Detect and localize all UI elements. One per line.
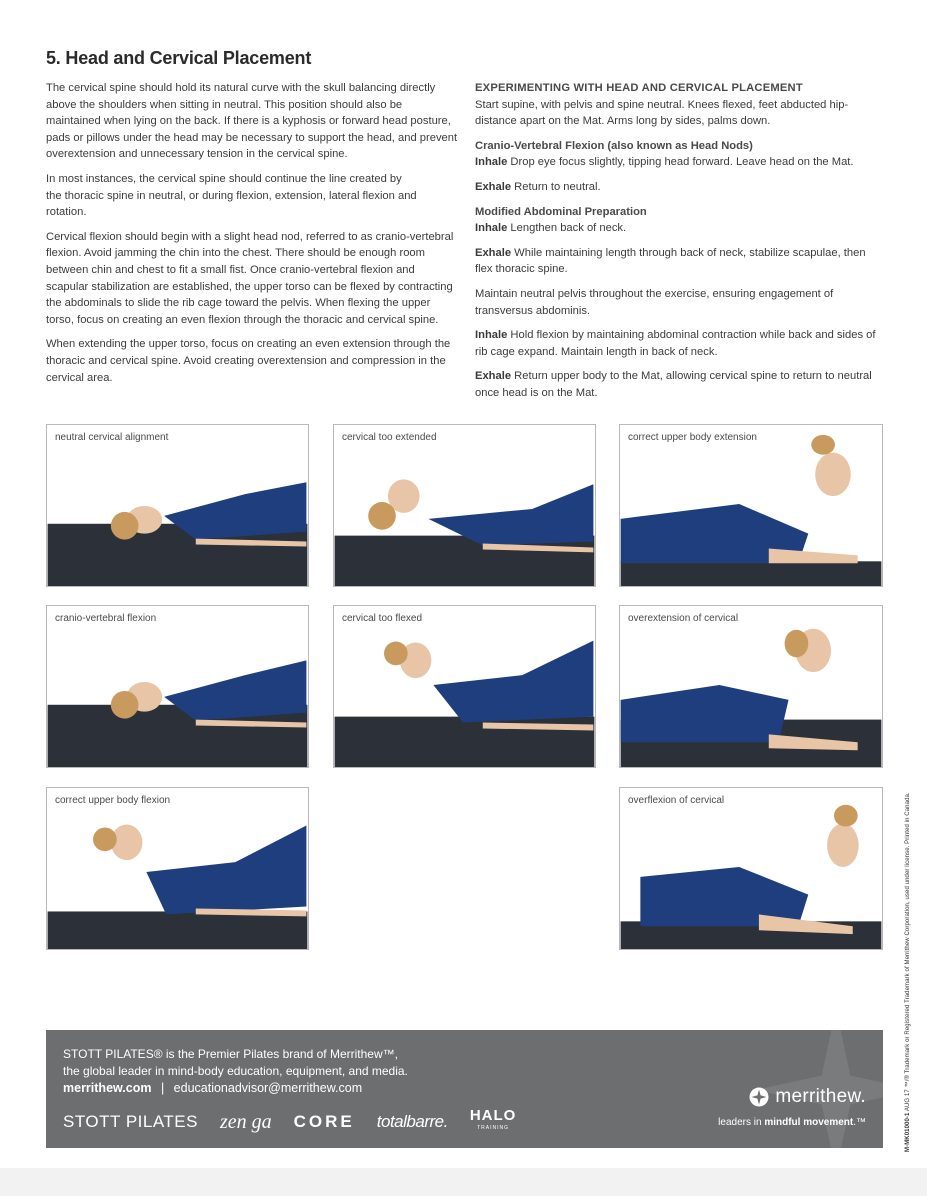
instruction [475,154,885,171]
brand-line: STOTT PILATES® is the Premier Pilates brand of Merrithew™, [63,1047,398,1061]
intro-text: Start supine, with pelvis and spine neutral. Knees flexed, feet abducted hip-distance apart on the Mat. Arms long by sides, palms down. [475,98,849,128]
stott-pilates-logo: STOTT PILATES [63,1112,198,1131]
page-title: 5. Head and Cervical Placement [46,48,312,68]
pose-illustration-prone-extension [620,425,882,586]
instruction-text: Return to neutral. [511,180,601,193]
instruction [475,179,885,196]
tagline-text: leaders in [718,1117,765,1128]
instruction [475,220,885,237]
section-title: Cranio-Vertebral Flexion (also known as Head Nods) [475,139,753,152]
email-link[interactable]: educationadvisor@merrithew.com [173,1081,363,1095]
section-title: Modified Abdominal Preparation [475,205,647,218]
instruction [475,368,885,401]
halo-training-logo [469,1107,517,1134]
pose-illustration-supine-extended [334,425,595,586]
photo-cranio-vertebral-flexion [46,605,309,768]
photo-correct-upper-body-extension [619,424,883,587]
website-link[interactable]: merrithew.com [63,1081,152,1095]
pose-illustration-head-nod [47,606,308,767]
breath-label: Exhale [475,180,512,193]
right-column [475,80,885,410]
breath-label: Exhale [475,370,512,383]
pose-illustration-flexion [47,788,308,949]
photo-caption: cervical too extended [342,432,437,443]
photo-caption: correct upper body flexion [55,795,171,806]
paragraph: When extending the upper torso, focus on creating an even extension through the thoracic and cervical spine. Avoid creating overextension and compression in the cervical area. [46,338,451,384]
pose-illustration-flexed [334,606,595,767]
tagline-bold: mindful movement [764,1117,854,1128]
core-logo: CORE [293,1112,355,1131]
pose-illustration-prone-overflexion [620,788,882,949]
photo-caption: neutral cervical alignment [55,432,169,443]
legal-text: AUG 17 ™/® Trademark or Registered Trademark of Merrithew Corporation, used under license. Printed in Canada. [905,792,911,1113]
instruction-text: While maintaining length through back of neck, stabilize scapulae, then flex thoracic spine. [475,246,866,276]
photo-cervical-too-extended [333,424,596,587]
merrithew-tagline [718,1117,866,1128]
instruction-note: Maintain neutral pelvis throughout the exercise, ensuring engagement of transversus abdominis. [475,287,834,317]
breath-label: Inhale [475,156,508,169]
breath-label: Exhale [475,246,512,259]
pose-illustration-supine [47,425,308,586]
instruction-text: Hold flexion by maintaining abdominal contraction while back and sides of rib cage expand. Maintain length in back of neck. [475,329,876,358]
photo-caption: cervical too flexed [342,613,423,624]
photo-cervical-too-flexed [333,605,596,768]
zenga-logo: zen ga [219,1110,272,1133]
merrithew-star-icon [749,1087,769,1107]
pose-illustration-prone-overextension [620,606,882,767]
page-bottom-margin [0,1168,927,1196]
breath-label: Inhale [475,329,508,342]
separator: | [160,1081,165,1095]
photo-overextension-of-cervical [619,605,883,768]
photo-correct-upper-body-flexion [46,787,309,950]
legal-side-note [905,792,911,1152]
tagline-suffix: .™ [853,1117,866,1128]
photo-caption: cranio-vertebral flexion [55,613,157,624]
left-column [46,80,458,394]
photo-caption: overextension of cervical [628,613,739,624]
paragraph: In most instances, the cervical spine should continue the line created by the thoracic spine in neutral, or during flexion, extension, lateral flexion and rotation. [46,172,417,219]
instruction [475,245,885,278]
photo-caption: overflexion of cervical [628,795,725,806]
photo-overflexion-of-cervical [619,787,883,950]
instruction-text: Return upper body to the Mat, allowing cervical spine to return to neutral once head is on the Mat. [475,370,872,399]
breath-label: Inhale [475,222,508,235]
halo-logo-text: HALO [469,1107,517,1124]
brand-line: the global leader in mind-body education, equipment, and media. [63,1064,408,1078]
instruction-text: Drop eye focus slightly, tipping head forward. Leave head on the Mat. [507,156,854,169]
instruction [475,327,885,360]
merrithew-wordmark: merrithew. [775,1086,866,1107]
photo-neutral-cervical-alignment [46,424,309,587]
document-code: M-MK01000-1 [905,1112,911,1152]
photo-caption: correct upper body extension [628,432,757,443]
totalbarre-logo: totalbarre. [376,1112,448,1131]
experiment-heading: EXPERIMENTING WITH HEAD AND CERVICAL PLACEMENT [475,82,803,94]
paragraph: The cervical spine should hold its natural curve with the skull balancing directly above the shoulders when sitting in neutral. This position should also be maintained when lying on the back. If there is a kyphosis or forward head posture, pads or pillows under the head may be necessary to support the head, and prevent overextension and unnecessary tension in the cervical spine. [46,82,458,161]
paragraph: Cervical flexion should begin with a slight head nod, referred to as cranio-vertebral flexion. Avoid jamming the chin into the chest. There should be enough room between chin and chest to fit a small fist. Once cranio-vertebral flexion and scapular stabilization are established, the upper torso can be flexed by contracting the abdominals to slide the rib cage toward the pelvis. When flexing the upper torso, focus on creating an even flexion through the thoracic and cervical spine. [46,230,454,326]
brand-footer [46,1030,883,1148]
halo-logo-subtext: TRAINING [477,1125,510,1131]
merrithew-logo [749,1086,866,1108]
brand-logos [63,1107,517,1134]
brand-statement [63,1046,493,1080]
instruction-text: Lengthen back of neck. [507,222,627,235]
contact-links [63,1081,362,1095]
